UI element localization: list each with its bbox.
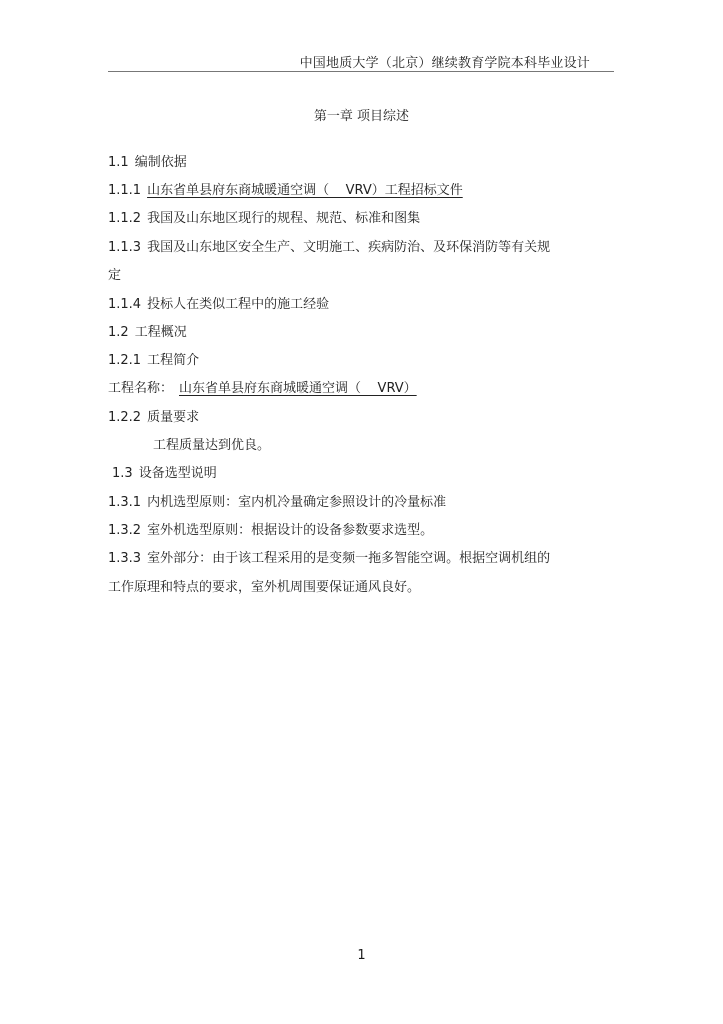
section-1-3-2 [108,519,433,538]
section-number: 1.1.1 [108,183,142,198]
section-1-3-1 [108,491,446,510]
section-1-2 [108,321,187,340]
section-number: 1.2.1 [108,353,142,368]
section-1-3-3-continuation: 工作原理和特点的要求，室外机周围要保证通风良好。 [108,580,421,595]
section-1-1-3 [108,236,550,255]
section-number: 1.1.4 [108,297,142,312]
project-name-label: 工程名称： [108,381,174,396]
project-name [108,377,417,396]
section-1-1 [108,151,187,170]
chapter-title: 第一章 项目综述 [313,109,410,124]
section-number: 1.3.3 [108,551,142,566]
section-1-2-1 [108,349,199,368]
section-text: 内机选型原则：室内机冷量确定参照设计的冷量标准 [147,495,447,510]
quality-statement: 工程质量达到优良。 [153,438,271,453]
section-1-1-1 [108,179,463,198]
project-name-value: 山东省单县府东商城暖通空调（ VRV） [179,381,417,396]
section-number: 1.2 [108,325,129,340]
section-text: 山东省单县府东商城暖通空调（ VRV）工程招标文件 [147,183,463,198]
section-number: 1.3.1 [108,495,142,510]
section-number: 1.1.3 [108,240,142,255]
header-divider [108,71,614,72]
section-number: 1.3.2 [108,523,142,538]
section-text: 室外部分：由于该工程采用的是变频一拖多智能空调。根据空调机组的 [147,551,551,566]
section-1-2-2 [108,406,199,425]
section-number: 1.1.2 [108,211,142,226]
section-1-3-3 [108,547,550,566]
section-number: 1.3 [112,466,133,481]
section-heading: 编制依据 [134,155,187,170]
section-1-3 [112,462,217,481]
section-number: 1.2.2 [108,410,142,425]
page-number: 1 [357,948,366,963]
section-1-1-3-continuation: 定 [108,268,122,283]
section-text: 我国及山东地区安全生产、文明施工、疾病防治、及环保消防等有关规 [147,240,551,255]
section-heading: 工程概况 [134,325,187,340]
section-heading: 质量要求 [147,410,200,425]
section-1-1-2 [108,207,420,226]
page-header: 中国地质大学（北京）继续教育学院本科毕业设计 [299,56,590,71]
section-1-1-4 [108,293,329,312]
section-text: 投标人在类似工程中的施工经验 [147,297,330,312]
section-heading: 工程简介 [147,353,200,368]
section-text: 室外机选型原则：根据设计的设备参数要求选型。 [147,523,434,538]
section-heading: 设备选型说明 [138,466,217,481]
section-number: 1.1 [108,155,129,170]
section-text: 我国及山东地区现行的规程、规范、标准和图集 [147,211,421,226]
